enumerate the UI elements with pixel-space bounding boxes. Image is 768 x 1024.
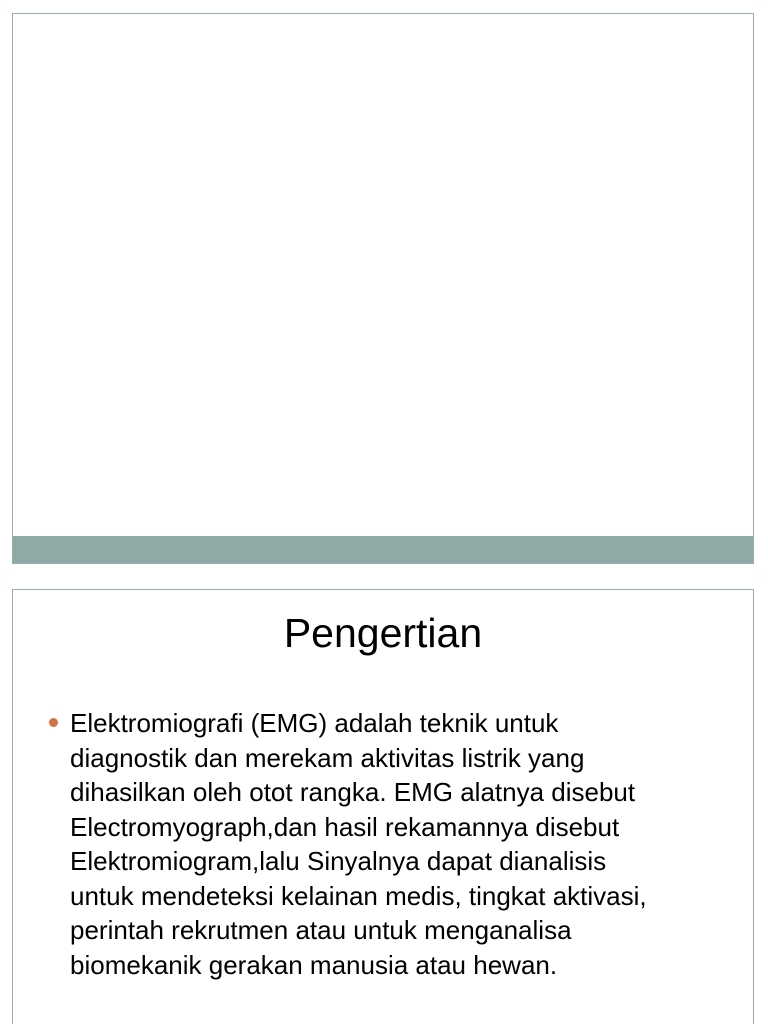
bullet-text-line-8: biomekanik gerakan manusia atau hewan. — [70, 949, 558, 980]
slide-1 — [12, 13, 754, 564]
slide-2 — [12, 589, 754, 1024]
bullet-text-line-4: Electromyograph,dan hasil rekamannya disebut — [70, 811, 620, 842]
bullet-list — [49, 706, 739, 982]
slide-footer-band — [13, 536, 753, 563]
bullet-text-line-2: diagnostik dan merekam aktivitas listrik yang — [70, 742, 585, 773]
bullet-item — [49, 706, 739, 982]
bullet-text-line-5: Elektromiogram,lalu Sinyalnya dapat dianalisis — [70, 846, 607, 876]
slide-title: Pengertian — [283, 610, 483, 656]
bullet-dot-icon — [49, 718, 58, 727]
bullet-text-line-3: dihasilkan oleh otot rangka. EMG alatnya disebut — [70, 777, 636, 807]
bullet-text-line-7: perintah rekrutmen atau untuk menganalisa — [70, 915, 572, 945]
bullet-text-line-1: Elektromiografi (EMG) adalah teknik untuk — [70, 708, 559, 738]
bullet-text-line-6: untuk mendeteksi kelainan medis, tingkat aktivasi, — [70, 880, 647, 911]
